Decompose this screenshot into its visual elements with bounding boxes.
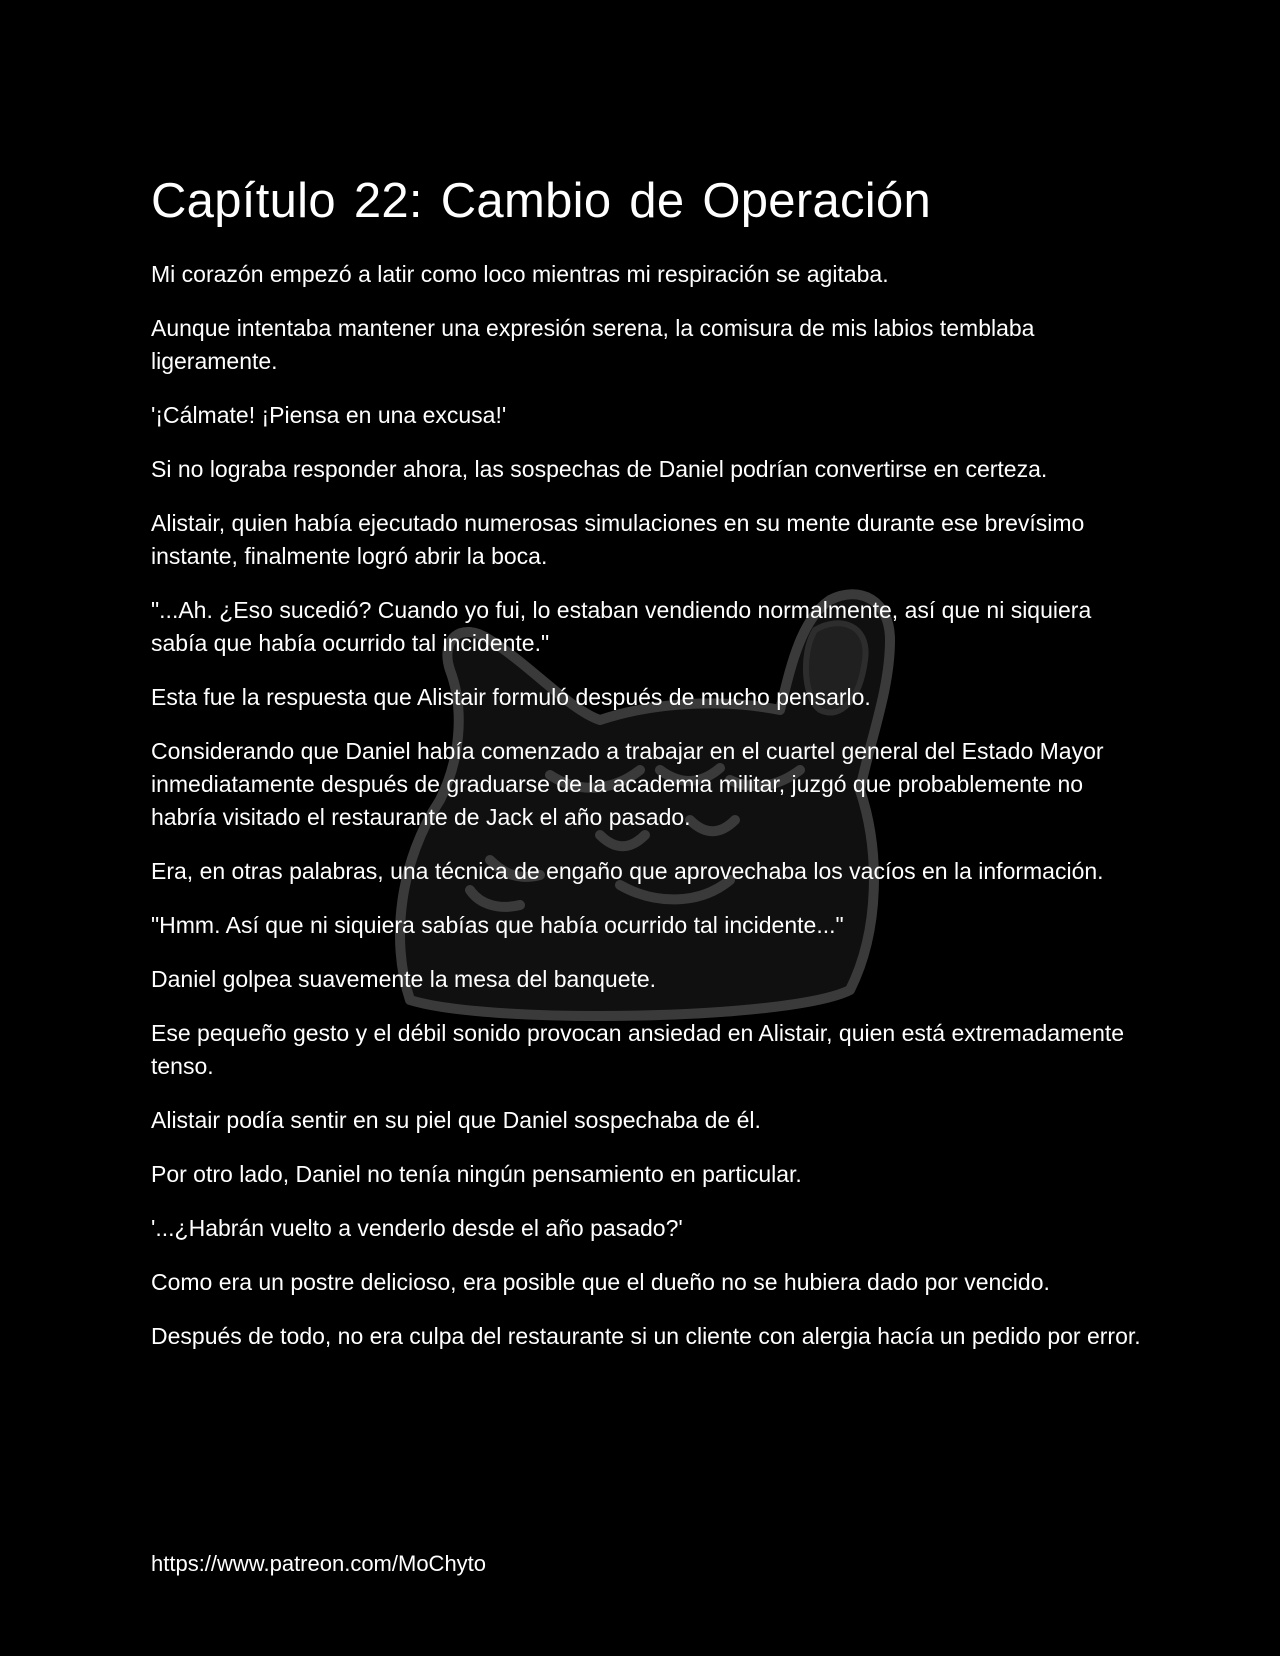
paragraph: Si no lograba responder ahora, las sospechas de Daniel podrían convertirse en certeza.: [151, 456, 1048, 482]
paragraph: Después de todo, no era culpa del restaurante si un cliente con alergia hacía un pedido por error.: [151, 1323, 1141, 1349]
paragraph: Mi corazón empezó a latir como loco mientras mi respiración se agitaba.: [151, 261, 889, 287]
paragraph: Como era un postre delicioso, era posible que el dueño no se hubiera dado por vencido.: [151, 1269, 1050, 1295]
paragraph: Alistair podía sentir en su piel que Daniel sospechaba de él.: [151, 1107, 761, 1133]
paragraph: Esta fue la respuesta que Alistair formuló después de mucho pensarlo.: [151, 684, 871, 710]
paragraph: Alistair, quien había ejecutado numerosas simulaciones en su mente durante ese brevísimo instante, finalmente logró abrir la boca.: [151, 510, 1085, 569]
paragraph: "...Ah. ¿Eso sucedió? Cuando yo fui, lo estaban vendiendo normalmente, así que ni siquiera sabía que había ocurrido tal incidente.": [151, 597, 1092, 656]
paragraph: Ese pequeño gesto y el débil sonido provocan ansiedad en Alistair, quien está extremadamente tenso.: [151, 1020, 1125, 1079]
paragraph: '¡Cálmate! ¡Piensa en una excusa!': [151, 402, 507, 428]
paragraph: Era, en otras palabras, una técnica de engaño que aprovechaba los vacíos en la información.: [151, 858, 1104, 884]
paragraph: "Hmm. Así que ni siquiera sabías que había ocurrido tal incidente...": [151, 912, 844, 938]
paragraph: Por otro lado, Daniel no tenía ningún pensamiento en particular.: [151, 1161, 802, 1187]
chapter-title: Capítulo 22: Cambio de Operación: [151, 174, 932, 228]
paragraph: Daniel golpea suavemente la mesa del banquete.: [151, 966, 657, 992]
paragraph: Considerando que Daniel había comenzado a trabajar en el cuartel general del Estado Mayor inmediatamente después de graduarse de la academia militar, juzgó que probablemente no habría visitado el restaurante de Jack el año pasado.: [151, 738, 1104, 830]
paragraph: '...¿Habrán vuelto a venderlo desde el año pasado?': [151, 1215, 683, 1241]
patreon-link[interactable]: https://www.patreon.com/MoChyto: [151, 1551, 487, 1576]
paragraph: Aunque intentaba mantener una expresión serena, la comisura de mis labios temblaba ligeramente.: [151, 315, 1035, 374]
chapter-page: [151, 170, 1151, 1374]
